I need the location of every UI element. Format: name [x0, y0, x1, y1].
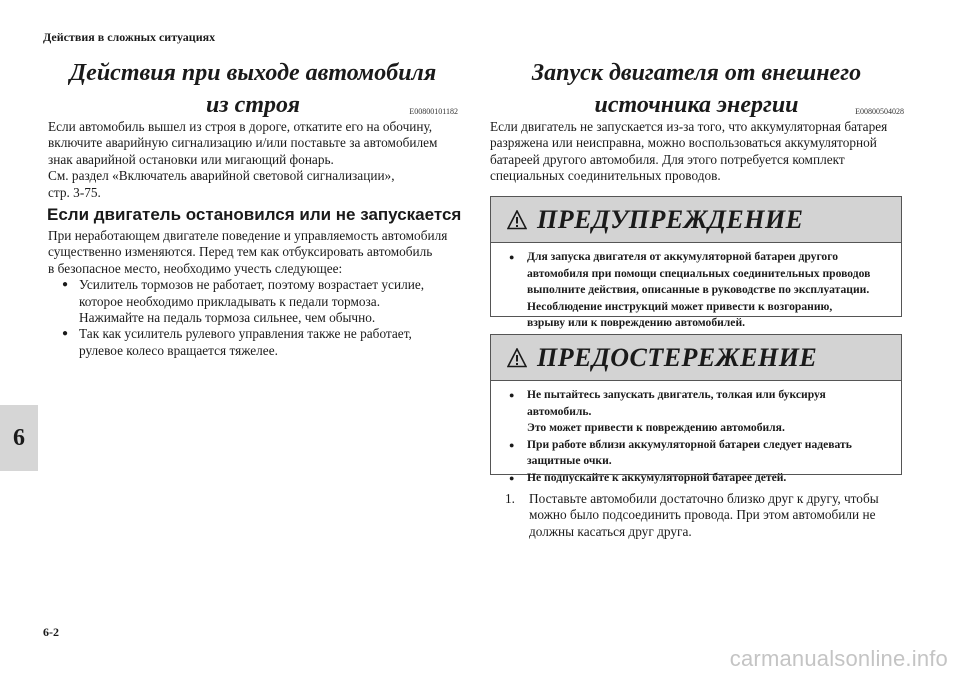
- list-item: [505, 491, 910, 540]
- warning-box: [490, 196, 902, 329]
- caution-line: автомобиль.: [527, 404, 592, 418]
- bullet-line: ● Усилитель тормозов не работает, поэтому возрастает усилие,: [79, 277, 425, 293]
- left-intro: [48, 119, 463, 201]
- list-item: [48, 326, 463, 359]
- caution-line: защитные очки.: [527, 454, 612, 467]
- left-sub-intro: [48, 228, 463, 359]
- caution-line: ● Не подпускайте к аккумуляторной батарее детей.: [527, 470, 787, 484]
- step-line: должны касаться друг друга.: [529, 523, 692, 539]
- bullet-line: которое необходимо прикладывать к педали тормоза.: [79, 293, 381, 309]
- left-intro-line: включите аварийную сигнализацию и/или поставьте за автомобилем: [48, 135, 438, 151]
- warning-line: выполните действия, описанные в руководстве по эксплуатации.: [527, 283, 870, 296]
- warning-body: [491, 243, 901, 338]
- caution-line: ● Не пытайтесь запускать двигатель, толкая или буксируя: [527, 388, 826, 401]
- caution-bullet-list: [501, 387, 891, 486]
- bullet-line: Нажимайте на педаль тормоза сильнее, чем обычно.: [79, 310, 376, 326]
- watermark: carmanualsonline.info: [729, 646, 948, 671]
- chapter-tab: [0, 405, 38, 471]
- warning-triangle-icon: [507, 210, 527, 230]
- list-item: [501, 437, 891, 470]
- step-number: 1.: [505, 491, 515, 506]
- warning-line: автомобиля при помощи специальных соединительных проводов: [527, 266, 871, 280]
- left-intro-line: Если автомобиль вышел из строя в дороге, откатите его на обочину,: [48, 119, 433, 134]
- left-section-code: E00800101182: [409, 107, 458, 116]
- warning-bullet-list: [501, 249, 891, 332]
- caution-header: [491, 335, 901, 381]
- caution-body: [491, 381, 901, 492]
- caution-triangle-icon: [507, 348, 527, 368]
- right-title-line1: Запуск двигателя от внешнего: [531, 60, 862, 86]
- warning-line: взрыву или к повреждению автомобилей.: [527, 316, 746, 329]
- caution-title: ПРЕДОСТЕРЕЖЕНИЕ: [537, 342, 818, 372]
- right-intro-line: разряжена или неисправна, можно воспользоваться аккумуляторной: [490, 135, 877, 151]
- right-intro-line: специальных соединительных проводов.: [490, 168, 721, 184]
- left-title-line1: Действия при выходе автомобиля: [69, 60, 437, 86]
- bullet-line: рулевое колесо вращается тяжелее.: [79, 342, 278, 358]
- warning-title: ПРЕДУПРЕЖДЕНИЕ: [537, 204, 804, 234]
- caution-line: ● При работе вблизи аккумуляторной батареи следует надевать: [527, 437, 852, 451]
- step-line: Поставьте автомобили достаточно близко друг к другу, чтобы: [529, 491, 879, 506]
- step-line: можно было подсоединить провода. При этом автомобили не: [529, 507, 876, 523]
- chapter-number: 6: [13, 424, 25, 451]
- bullet-line: ● Так как усилитель рулевого управления также не работает,: [79, 326, 412, 342]
- left-sub-intro-line: При неработающем двигателе поведение и управляемость автомобиля: [48, 228, 448, 243]
- right-title-line2: источника энергии: [594, 92, 799, 118]
- page-number: 6-2: [43, 625, 59, 639]
- steps-list: [505, 491, 910, 540]
- engine-stopped-heading: Если двигатель остановился или не запускается: [47, 205, 462, 224]
- left-sub-intro-line: в безопасное место, необходимо учесть следующее:: [48, 260, 343, 276]
- right-section-code: E00800504028: [855, 107, 904, 116]
- warning-line: ● Для запуска двигателя от аккумуляторной батареи другого: [527, 250, 839, 263]
- chapter-header: Действия в сложных ситуациях: [43, 30, 216, 44]
- right-intro-line: Если двигатель не запускается из-за того, что аккумуляторная батарея: [490, 119, 888, 134]
- warning-line: Несоблюдение инструкций может привести к возгоранию,: [527, 299, 833, 313]
- list-item: [48, 277, 463, 326]
- right-intro: [490, 119, 910, 185]
- warning-header: [491, 197, 901, 243]
- left-bullet-list: [48, 277, 463, 359]
- left-intro-line: знак аварийной остановки или мигающий фонарь.: [48, 151, 334, 167]
- caution-line: Это может привести к повреждению автомобиля.: [527, 421, 785, 434]
- list-item: [501, 249, 891, 332]
- list-item: [501, 470, 891, 487]
- right-intro-line: батареей другого автомобиля. Для этого потребуется комплект: [490, 151, 845, 167]
- left-intro-line: стр. 3-75.: [48, 184, 101, 200]
- left-sub-intro-line: существенно изменяются. Перед тем как отбуксировать автомобиль: [48, 244, 433, 260]
- list-item: [501, 387, 891, 437]
- caution-box: [490, 334, 902, 484]
- left-title-line2: из строя: [205, 92, 301, 118]
- left-intro-line: См. раздел «Включатель аварийной световой сигнализации»,: [48, 168, 395, 184]
